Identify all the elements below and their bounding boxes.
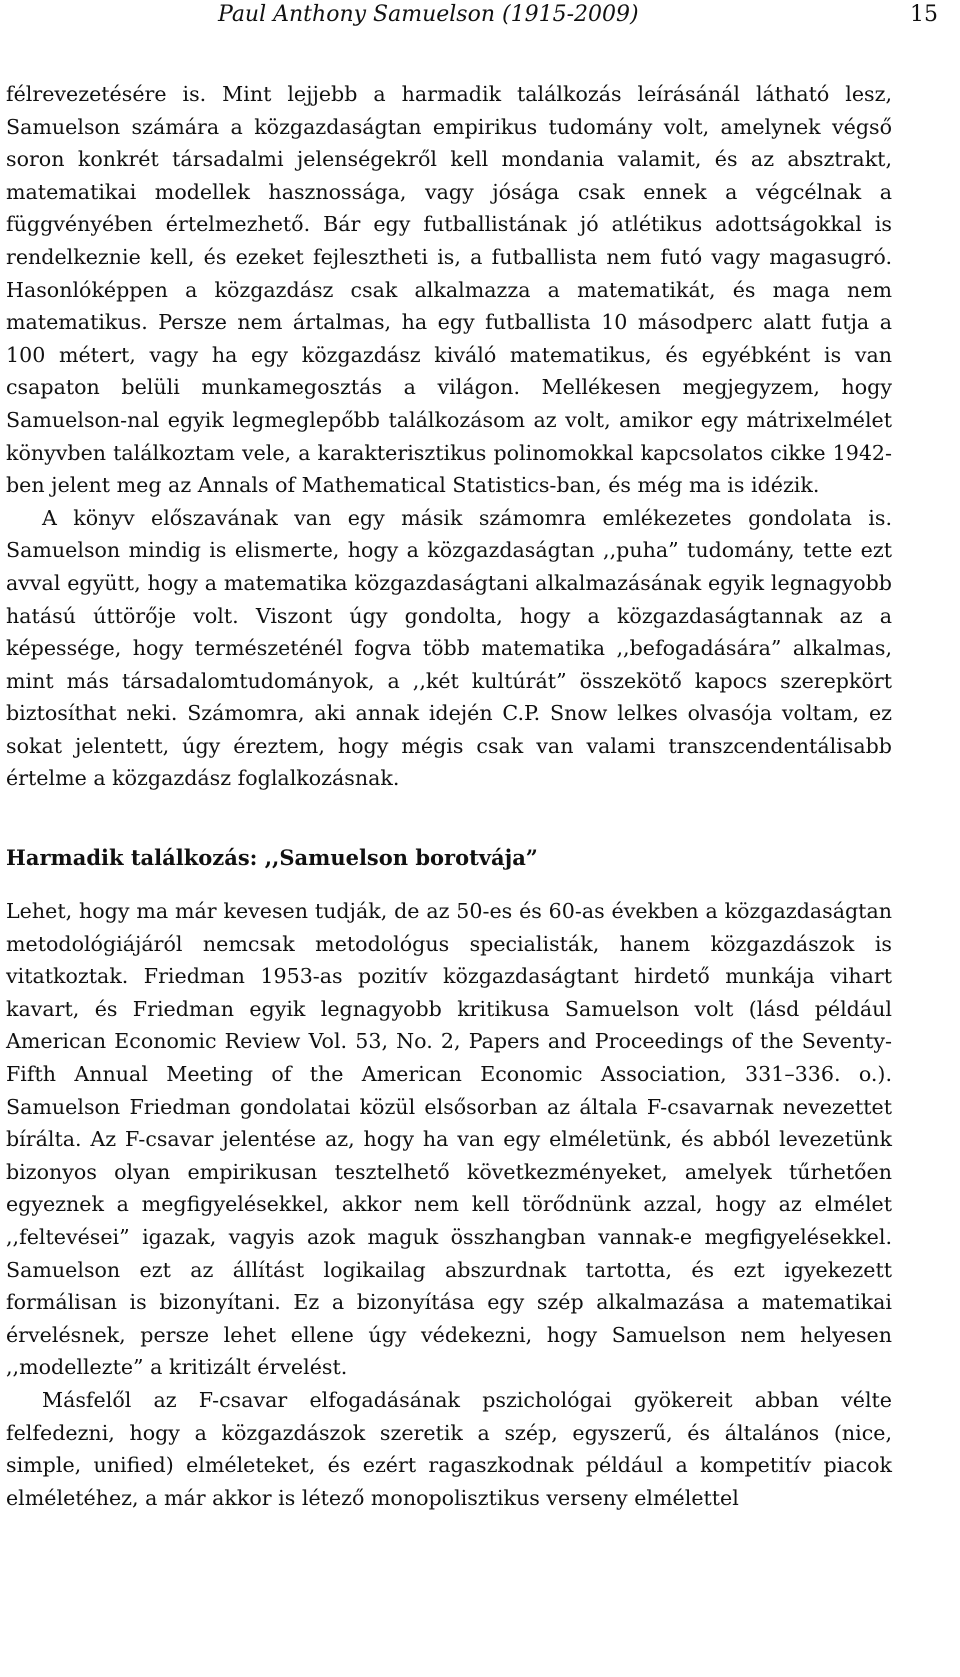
page-number: 15 (910, 2, 938, 27)
section-heading: Harmadik találkozás: ,,Samuelson borotvája” (6, 845, 538, 871)
running-title: Paul Anthony Samuelson (1915-2009) (218, 2, 639, 27)
paragraph: A könyv előszavának van egy másik számomra emlékezetes gondolata is. Samuelson mindig is elismerte, hogy a közgazdaságtan ,,puha” tudomány, tette ezt avval együtt, hogy a matematika közgazdaságtani alkalmazásának egyik legnagyobb hatású úttörője volt. Viszont úgy gondolta, hogy a közgazdaságtannak az a képessége, hogy természeténél fogva több matematika ,,befogadására” alkalmas, mint más társadalomtudományok, a ,,két kultúrát” összekötő kapocs szerepkört biztosíthat neki. Számomra, aki annak idején C.P. Snow lelkes olvasója voltam, ez sokat jelentett, úgy éreztem, hogy mégis csak van valami transzcendentálisabb értelme a közgazdász foglalkozásnak. (6, 505, 892, 791)
paragraph: félrevezetésére is. Mint lejjebb a harmadik találkozás leírásánál látható lesz, Samuelson számára a közgazdaságtan empirikus tudomány volt, amelynek végső soron konkrét társadalmi jelenségekről kell mondania valamit, és az absztrakt, matematikai modellek hasznossága, vagy jósága csak ennek a végcélnak a függvényében értelmezhető. Bár egy futballistának jó atlétikus adottságokkal is rendelkeznie kell, és ezeket fejlesztheti is, a futballista nem futó vagy magasugró. Hasonlóképpen a közgazdász csak alkalmazza a matematikát, és maga nem matematikus. Persze nem ártalmas, ha egy futballista 10 másodperc alatt futja a 100 métert, vagy ha egy közgazdász kiváló matematikus, és egyébként is van csapaton belüli munkamegosztás a világon. Mellékesen megjegyzem, hogy Samuelson-nal egyik legmeglepőbb találkozásom az volt, amikor egy mátrixelmélet könyvben találkoztam vele, a karakterisztikus polinomokkal kapcsolatos cikke 1942-ben jelent meg az Annals of Mathematical Statistics-ban, és még ma is idézik. (6, 82, 892, 498)
body-text (6, 78, 892, 1514)
running-header (6, 0, 938, 40)
paragraph: Másfelől az F-csavar elfogadásának pszichológai gyökereit abban vélte felfedezni, hogy a közgazdászok szeretik a szép, egyszerű, és általános (nice, simple, unified) elméleteket, és ezért ragaszkodnak például a kompetitív piacok elméletéhez, a már akkor is létező monopolisztikus verseny elmélettel (6, 1387, 892, 1510)
paragraph: Lehet, hogy ma már kevesen tudják, de az 50-es és 60-as években a közgazdaságtan metodológiájáról nemcsak metodológus specialisták, hanem közgazdászok is vitatkoztak. Friedman 1953-as pozitív közgazdaságtant hirdető munkája vihart kavart, és Friedman egyik legnagyobb kritikusa Samuelson volt (lásd például American Economic Review Vol. 53, No. 2, Papers and Proceedings of the Seventy-Fifth Annual Meeting of the American Economic Association, 331–336. o.). Samuelson Friedman gondolatai közül elsősorban az általa F-csavarnak nevezettet bírálta. Az F-csavar jelentése az, hogy ha van egy elméletünk, és abból levezetünk bizonyos olyan empirikusan tesztelhető következményeket, amelyek tűrhetően egyeznek a megfigyelésekkel, akkor nem kell törődnünk azzal, hogy az elmélet ,,feltevései” igazak, vagyis azok maguk összhangban vannak-e megfigyelésekkel. Samuelson ezt az állítást logikailag abszurdnak tartotta, és ezt igyekezett formálisan is bizonyítani. Ez a bizonyítása egy szép alkalmazása a matematikai érvelésnek, persze lehet ellene úgy védekezni, hogy Samuelson nem helyesen ,,modellezte” a kritizált érvelést. (6, 899, 892, 1380)
